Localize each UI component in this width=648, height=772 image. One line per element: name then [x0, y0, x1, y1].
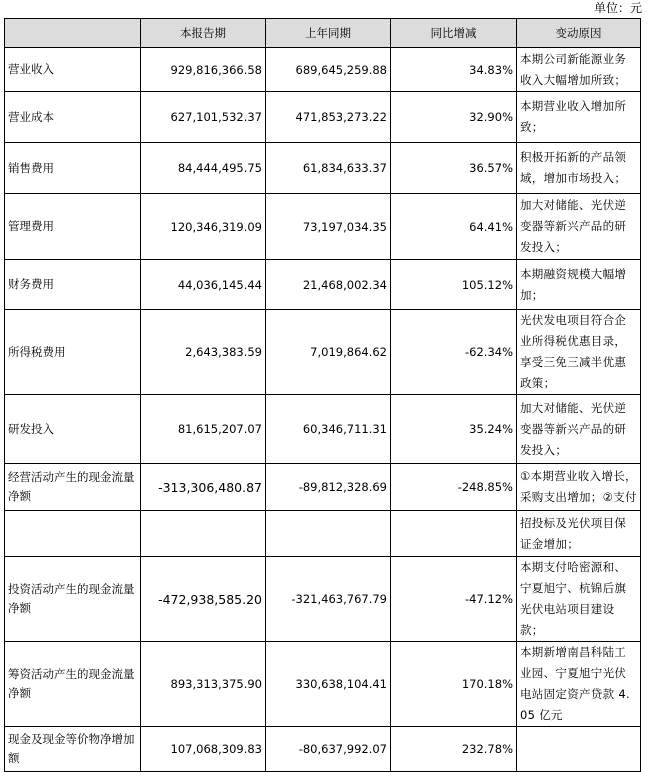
row-reason: 本期公司新能源业务收入大幅增加所致； — [517, 48, 641, 92]
row-item: 营业成本 — [5, 92, 141, 143]
row-item: 现金及现金等价物净增加额 — [5, 727, 141, 772]
header-reason: 变动原因 — [517, 19, 641, 48]
table-header-row — [5, 19, 641, 48]
row-change: 34.83% — [391, 48, 517, 92]
row-reason: 光伏发电项目符合企业所得税优惠目录，享受三免三减半优惠政策； — [517, 310, 641, 395]
table-row — [5, 310, 641, 395]
header-item — [5, 19, 141, 48]
row-reason: 本期支付哈密源和、宁夏旭宁、杭锦后旗光伏电站项目建设款； — [517, 557, 641, 642]
row-current: 81,615,207.07 — [141, 395, 266, 464]
row-prior: -89,812,328.69 — [266, 464, 391, 511]
table-row — [5, 642, 641, 727]
row-prior: 60,346,711.31 — [266, 395, 391, 464]
row-current: 107,068,309.83 — [141, 727, 266, 772]
row-item: 研发投入 — [5, 395, 141, 464]
row-change — [391, 511, 517, 557]
table-row — [5, 464, 641, 511]
row-reason — [517, 727, 641, 772]
table-row — [5, 143, 641, 194]
table-row — [5, 194, 641, 260]
table-row — [5, 727, 641, 772]
row-current: -472,938,585.20 — [141, 557, 266, 642]
row-reason: 加大对储能、光伏逆变器等新兴产品的研发投入； — [517, 194, 641, 260]
row-prior: 471,853,273.22 — [266, 92, 391, 143]
row-change: 232.78% — [391, 727, 517, 772]
row-item: 筹资活动产生的现金流量净额 — [5, 642, 141, 727]
row-current: -313,306,480.87 — [141, 464, 266, 511]
table-row — [5, 557, 641, 642]
row-reason: 积极开拓新的产品领域，增加市场投入； — [517, 143, 641, 194]
row-current: 2,643,383.59 — [141, 310, 266, 395]
row-change: 36.57% — [391, 143, 517, 194]
unit-label: 单位：元 — [593, 1, 642, 15]
row-reason: 本期新增南昌科陆工业园、宁夏旭宁光伏电站固定资产贷款 4.05 亿元 — [517, 642, 641, 727]
row-current — [141, 511, 266, 557]
row-item: 管理费用 — [5, 194, 141, 260]
table-row — [5, 395, 641, 464]
row-reason: 招投标及光伏项目保证金增加； — [517, 511, 641, 557]
row-change: 32.90% — [391, 92, 517, 143]
row-prior: 61,834,633.37 — [266, 143, 391, 194]
row-prior: 7,019,864.62 — [266, 310, 391, 395]
row-item: 财务费用 — [5, 260, 141, 310]
row-current: 120,346,319.09 — [141, 194, 266, 260]
row-reason: ①本期营业收入增长，采购支出增加；②支付 — [517, 464, 641, 511]
row-change: -62.34% — [391, 310, 517, 395]
row-reason: 加大对储能、光伏逆变器等新兴产品的研发投入； — [517, 395, 641, 464]
row-change: 35.24% — [391, 395, 517, 464]
row-reason: 本期融资规模大幅增加； — [517, 260, 641, 310]
row-reason: 本期营业收入增加所致； — [517, 92, 641, 143]
header-current-period: 本报告期 — [141, 19, 266, 48]
row-change: -248.85% — [391, 464, 517, 511]
row-prior: -321,463,767.79 — [266, 557, 391, 642]
row-prior: 21,468,002.34 — [266, 260, 391, 310]
row-current: 44,036,145.44 — [141, 260, 266, 310]
table-row — [5, 260, 641, 310]
row-change: 170.18% — [391, 642, 517, 727]
row-current: 893,313,375.90 — [141, 642, 266, 727]
row-item: 所得税费用 — [5, 310, 141, 395]
row-prior — [266, 511, 391, 557]
row-item: 经营活动产生的现金流量净额 — [5, 464, 141, 511]
table-row — [5, 92, 641, 143]
row-current: 929,816,366.58 — [141, 48, 266, 92]
row-change: -47.12% — [391, 557, 517, 642]
financial-table — [4, 18, 641, 772]
row-prior: 73,197,034.35 — [266, 194, 391, 260]
table-row — [5, 511, 641, 557]
header-yoy-change: 同比增减 — [391, 19, 517, 48]
row-prior: 330,638,104.41 — [266, 642, 391, 727]
row-current: 84,444,495.75 — [141, 143, 266, 194]
table-row — [5, 48, 641, 92]
row-change: 105.12% — [391, 260, 517, 310]
row-current: 627,101,532.37 — [141, 92, 266, 143]
row-item — [5, 511, 141, 557]
header-prior-period: 上年同期 — [266, 19, 391, 48]
row-prior: 689,645,259.88 — [266, 48, 391, 92]
row-item: 营业收入 — [5, 48, 141, 92]
row-item: 销售费用 — [5, 143, 141, 194]
row-change: 64.41% — [391, 194, 517, 260]
row-prior: -80,637,992.07 — [266, 727, 391, 772]
row-item: 投资活动产生的现金流量净额 — [5, 557, 141, 642]
